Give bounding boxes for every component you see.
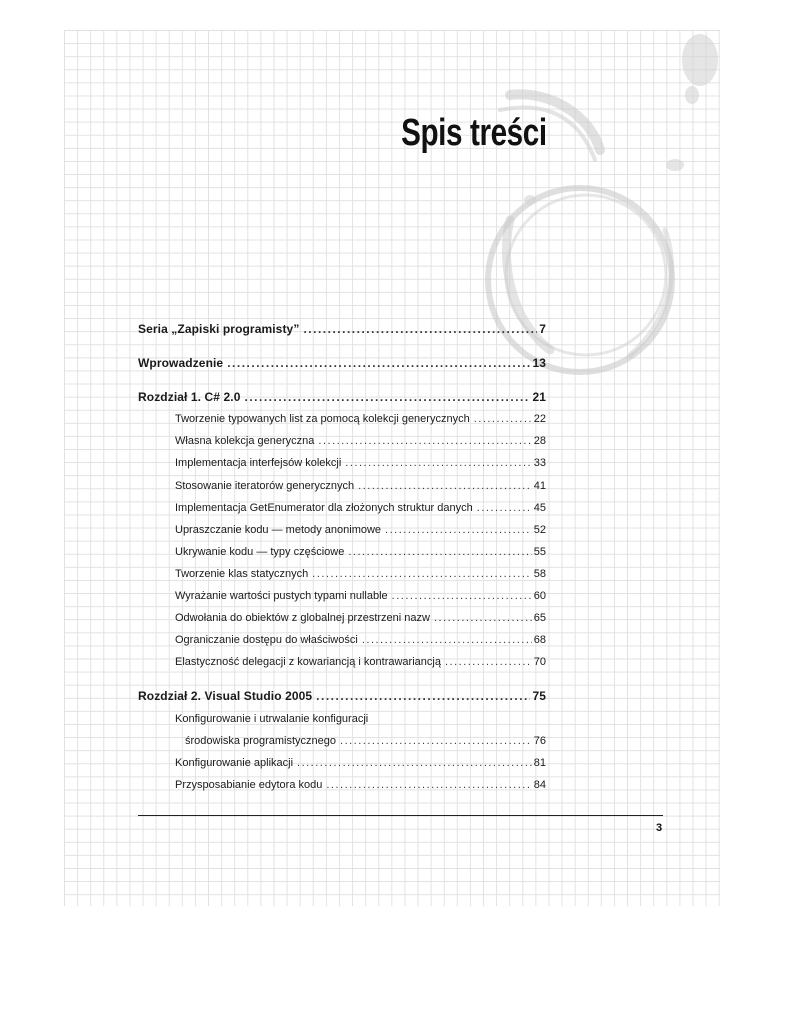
toc-entry-label: Przysposabianie edytora kodu	[175, 778, 323, 791]
toc-dot-leader	[445, 651, 532, 673]
toc-dot-leader	[326, 774, 531, 796]
toc-page-number: 70	[533, 656, 546, 669]
toc-chapter-entry[interactable]	[138, 685, 546, 707]
footer-rule	[138, 815, 663, 816]
toc-page-number: 65	[533, 612, 546, 625]
toc-dot-leader	[318, 430, 531, 452]
page-title: Spis treści	[401, 112, 547, 154]
table-of-contents	[138, 318, 546, 796]
toc-page-number: 68	[533, 634, 546, 647]
toc-entry-label: Rozdział 2. Visual Studio 2005	[138, 689, 313, 704]
toc-section-entry[interactable]	[138, 607, 546, 629]
toc-dot-leader	[345, 452, 531, 474]
toc-section-entry[interactable]	[138, 708, 546, 730]
toc-page-number: 81	[533, 756, 546, 769]
toc-entry-label: Konfigurowanie i utrwalanie konfiguracji	[175, 712, 369, 725]
page-number: 3	[656, 822, 663, 834]
toc-section-entry[interactable]	[138, 774, 546, 796]
toc-page-number: 60	[533, 590, 546, 603]
toc-section-entry[interactable]	[138, 497, 546, 519]
toc-entry-label: Rozdział 1. C# 2.0	[138, 390, 241, 405]
toc-section-entry[interactable]	[138, 452, 546, 474]
toc-entry-label: Tworzenie klas statycznych	[175, 567, 309, 580]
toc-section-entry[interactable]	[138, 730, 546, 752]
toc-entry-label: Tworzenie typowanych list za pomocą kolekcji generycznych	[175, 413, 470, 426]
toc-section-entry[interactable]	[138, 475, 546, 497]
toc-dot-leader	[297, 752, 532, 774]
toc-page-number: 13	[532, 356, 546, 371]
toc-dot-leader	[392, 585, 532, 607]
toc-page-number: 58	[533, 567, 546, 580]
toc-section-entry[interactable]	[138, 430, 546, 452]
toc-dot-leader	[358, 475, 532, 497]
toc-entry-label: Wprowadzenie	[138, 356, 224, 371]
toc-dot-leader	[312, 563, 531, 585]
toc-page-number: 52	[533, 523, 546, 536]
toc-entry-label: Elastyczność delegacji z kowariancją i kontrawariancją	[175, 656, 441, 669]
toc-page-number: 84	[533, 778, 546, 791]
toc-section-entry[interactable]	[138, 408, 546, 430]
toc-page-number: 45	[533, 501, 546, 514]
toc-page-number: 28	[533, 435, 546, 448]
toc-page-number: 21	[532, 390, 546, 405]
toc-entry-label: Implementacja interfejsów kolekcji	[175, 457, 342, 470]
toc-dot-leader	[385, 519, 532, 541]
toc-entry-label: Własna kolekcja generyczna	[175, 435, 315, 448]
toc-page-number: 75	[532, 689, 546, 704]
toc-page-number: 55	[533, 545, 546, 558]
toc-entry-label: Odwołania do obiektów z globalnej przestrzeni nazw	[175, 612, 430, 625]
toc-page-number: 33	[533, 457, 546, 470]
toc-entry-label: środowiska programistycznego	[185, 734, 337, 747]
toc-entry-label: Ograniczanie dostępu do właściwości	[175, 634, 358, 647]
toc-dot-leader	[340, 730, 532, 752]
toc-entry-label: Ukrywanie kodu — typy częściowe	[175, 545, 345, 558]
toc-dot-leader	[245, 386, 531, 408]
toc-entry-label: Upraszczanie kodu — metody anonimowe	[175, 523, 382, 536]
toc-page-number: 76	[533, 734, 546, 747]
toc-dot-leader	[474, 408, 532, 430]
toc-entry-label: Seria „Zapiski programisty”	[138, 322, 300, 336]
toc-entry-label: Implementacja GetEnumerator dla złożonych struktur danych	[175, 501, 473, 514]
toc-dot-leader	[348, 541, 531, 563]
toc-dot-leader	[303, 318, 537, 340]
toc-page-number: 41	[533, 479, 546, 492]
toc-dot-leader	[434, 607, 532, 629]
toc-dot-leader	[227, 352, 530, 374]
toc-dot-leader	[477, 497, 532, 519]
toc-section-entry[interactable]	[138, 541, 546, 563]
toc-section-entry[interactable]	[138, 519, 546, 541]
toc-entry-label: Wyrażanie wartości pustych typami nullable	[175, 590, 388, 603]
toc-chapter-entry[interactable]	[138, 352, 546, 374]
toc-dot-leader	[362, 629, 532, 651]
toc-entry-label: Konfigurowanie aplikacji	[175, 756, 294, 769]
toc-section-entry[interactable]	[138, 585, 546, 607]
toc-chapter-entry[interactable]	[138, 386, 546, 408]
toc-chapter-entry[interactable]	[138, 318, 546, 340]
toc-section-entry[interactable]	[138, 651, 546, 673]
toc-section-entry[interactable]	[138, 563, 546, 585]
toc-entry-label: Stosowanie iteratorów generycznych	[175, 479, 355, 492]
toc-section-entry[interactable]	[138, 629, 546, 651]
toc-page-number: 7	[539, 322, 546, 336]
toc-page-number: 22	[533, 413, 546, 426]
toc-dot-leader	[316, 685, 530, 707]
toc-section-entry[interactable]	[138, 752, 546, 774]
